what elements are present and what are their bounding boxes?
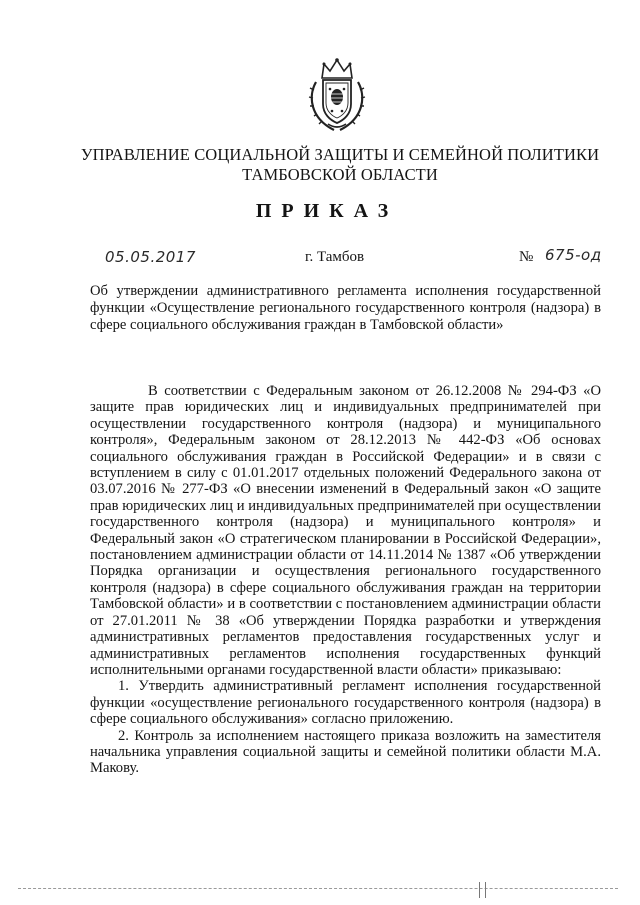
order-item-1: 1. Утвердить административный регламент исполнения государственной функции «осуществление регионального государственного контроля (надзора) в сфере социального обслуживания» согласно приложению. bbox=[90, 678, 601, 728]
order-subject: Об утверждении административного регламента исполнения государственной функции «Осуществление регионального государственного контроля (надзора) в сфере социального обслуживания граждан в Тамбовской области» bbox=[90, 283, 601, 334]
order-body bbox=[90, 383, 601, 777]
city-label: г. Тамбов bbox=[305, 249, 365, 265]
number-sign: № bbox=[519, 249, 534, 265]
handwritten-number: 675-од bbox=[545, 246, 602, 264]
coat-of-arms-emblem bbox=[306, 56, 368, 134]
preamble-paragraph: В соответствии с Федеральным законом от 26.12.2008 № 294-ФЗ «О защите прав юридических лиц и индивидуальных предпринимателей при осуществлении государственного контроля (надзора) и муниципального контроля», Федеральным законом от 28.12.2013 № 442-ФЗ «Об основах социального обслуживания граждан в Российской Федерации» и в связи с вступлением в силу с 01.01.2017 отдельных положений Федерального закона от 03.07.2016 № 277-ФЗ «О внесении изменений в Федеральный закон «О защите прав юридических лиц и индивидуальных предпринимателей при осуществлении государственного контроля (надзора) и муниципального контроля» и Федеральный закон «О стратегическом планировании в Российской Федерации», постановлением администрации области от 14.11.2014 № 1387 «Об утверждении Порядка организации и осуществления регионального государственного контроля (надзора) в сфере социального обслуживания граждан на территории Тамбовской области» и в соответствии с постановлением администрации области от 27.01.2011 № 38 «Об утверждении Порядка разработки и утверждения административных регламентов предоставления государственных услуг и административных регламентов исполнения государственных функций исполнительными органами государственной власти области» приказываю: bbox=[90, 383, 601, 678]
scan-mark bbox=[479, 882, 486, 898]
organization-name-line1: УПРАВЛЕНИЕ СОЦИАЛЬНОЙ ЗАЩИТЫ И СЕМЕЙНОЙ ПОЛИТИКИ bbox=[80, 145, 600, 164]
organization-name-line2: ТАМБОВСКОЙ ОБЛАСТИ bbox=[242, 165, 438, 184]
document-type-title: ПРИКАЗ bbox=[255, 200, 399, 222]
scan-edge-line bbox=[18, 888, 618, 889]
order-item-2: 2. Контроль за исполнением настоящего приказа возложить на заместителя начальника управления социальной защиты и семейной политики области М.А. Макову. bbox=[90, 727, 601, 777]
handwritten-date: 05.05.2017 bbox=[105, 248, 196, 266]
